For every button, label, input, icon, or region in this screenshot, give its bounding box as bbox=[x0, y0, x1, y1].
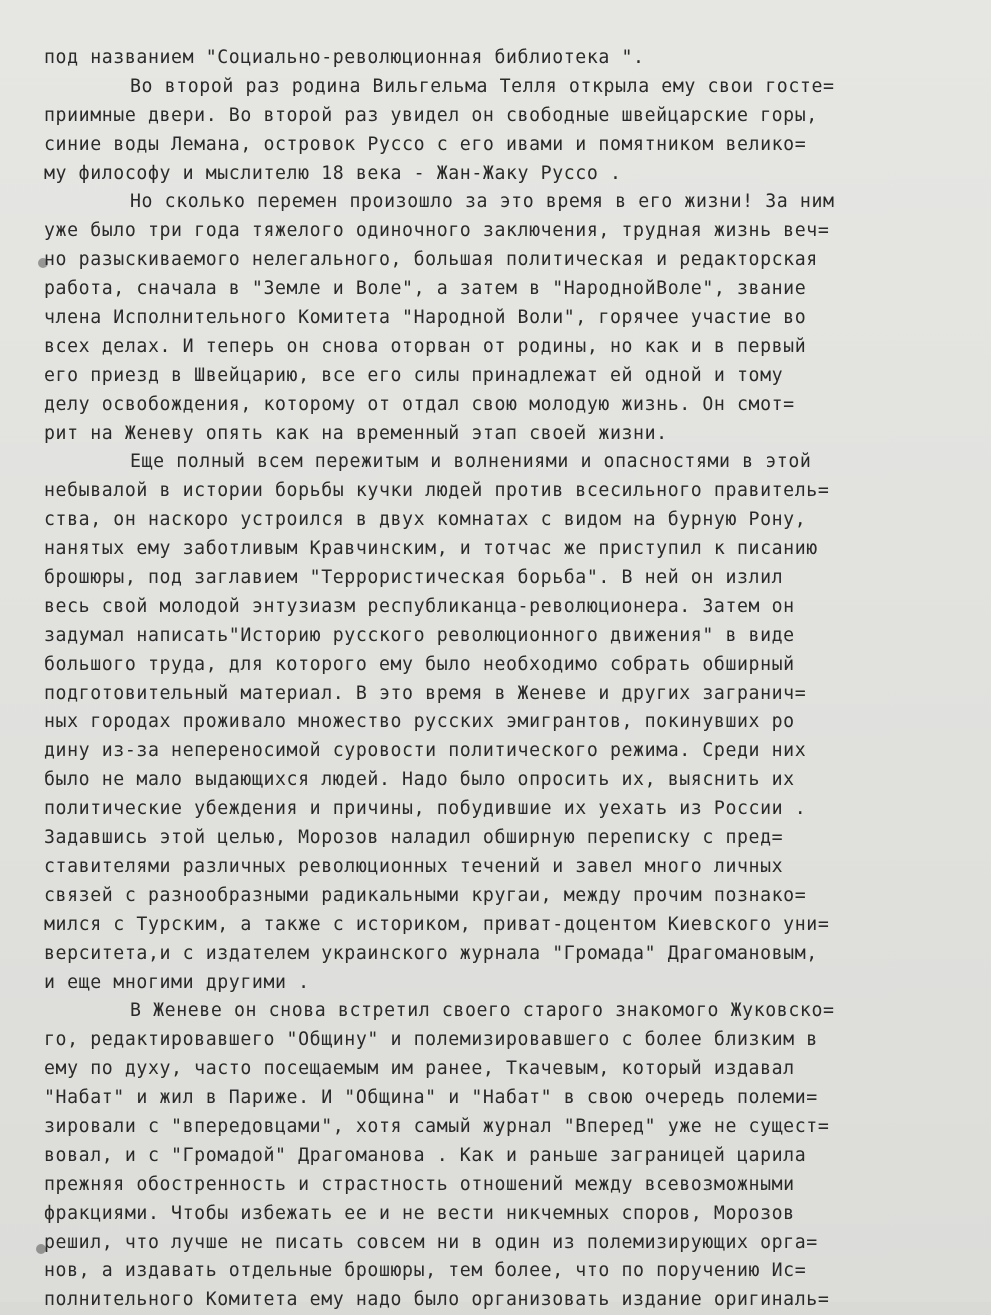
text-line: дину из-за непереносимой суровости политического режима. Среди них bbox=[44, 740, 807, 762]
text-line: зировали с "впередовцами", хотя самый журнал "Вперед" уже не сущест= bbox=[44, 1115, 830, 1137]
text-line: синие воды Лемана, островок Руссо с его ивами и помятником велико= bbox=[44, 133, 807, 155]
text-line: весь свой молодой энтузиазм республиканца-революционера. Затем он bbox=[44, 595, 795, 617]
text-line: члена Исполнительного Комитета "Народной Воли", горячее участие во bbox=[44, 307, 807, 329]
text-line: ставителями различных революционных течений и завел много личных bbox=[44, 855, 784, 877]
text-line: Задавшись этой целью, Морозов наладил обширную переписку с пред= bbox=[44, 827, 784, 849]
text-line: работа, сначала в "Земле и Воле", а затем в "НароднойВоле", звание bbox=[44, 278, 807, 300]
text-line: вовал, и с "Громадой" Драгоманова . Как и раньше заграницей царила bbox=[44, 1144, 807, 1166]
text-line: фракциями. Чтобы избежать ее и не вести никчемных споров, Морозов bbox=[44, 1202, 795, 1224]
text-line: Еще полный всем пережитым и волнениями и опасностями в этой bbox=[130, 451, 812, 473]
text-line: мился с Турским, а также с историком, приват-доцентом Киевского уни= bbox=[44, 913, 830, 935]
text-line: рит на Женеву опять как на временный этап своей жизни. bbox=[44, 422, 668, 444]
text-line: ных городах проживало множество русских эмигрантов, покинувших ро bbox=[44, 711, 795, 733]
text-line: всех делах. И теперь он снова оторван от родины, но как и в первый bbox=[44, 335, 807, 357]
text-line: уже было три года тяжелого одиночного заключения, трудная жизнь веч= bbox=[44, 220, 830, 242]
text-line: "Набат" и жил в Париже. И "Община" и "Набат" в свою очередь полеми= bbox=[44, 1087, 818, 1109]
text-line: под названием "Социально-революционная библиотека ". bbox=[44, 47, 645, 68]
text-line: задумал написать"Историю русского революционного движения" в виде bbox=[44, 624, 795, 646]
text-line: полнительного Комитета ему надо было организовать издание оригиналь= bbox=[44, 1289, 830, 1311]
text-line: брошюры, под заглавием "Террористическая борьба". В ней он излил bbox=[44, 567, 784, 589]
text-line: ства, он наскоро устроился в двух комнатах с видом на бурную Рону, bbox=[44, 509, 807, 531]
text-line: Во второй раз родина Вильгельма Телля открыла ему свои госте= bbox=[130, 75, 835, 97]
text-line: но разыскиваемого нелегального, большая политическая и редакторская bbox=[44, 249, 818, 271]
text-line: му философу и мыслителю 18 века - Жан-Жаку Руссо . bbox=[44, 162, 622, 184]
text-line: приимные двери. Во второй раз увидел он свободные швейцарские горы, bbox=[44, 104, 818, 126]
text-line: делу освобождения, которому от отдал свою молодую жизнь. Он смот= bbox=[44, 393, 795, 415]
text-line: прежняя обостренность и страстность отношений между всевозможными bbox=[44, 1173, 795, 1195]
text-line: и еще многими другими . bbox=[44, 971, 310, 993]
text-line: небывалой в истории борьбы кучки людей против всесильного правитель= bbox=[44, 480, 830, 502]
text-line: его приезд в Швейцарию, все его силы принадлежат ей одной и тому bbox=[44, 364, 784, 386]
text-line: решил, что лучше не писать совсем ни в один из полемизирующих орга= bbox=[44, 1231, 818, 1253]
text-line: подготовительный материал. В это время в Женеве и других загранич= bbox=[44, 682, 807, 704]
text-line: В Женеве он снова встретил своего старого знакомого Жуковско= bbox=[130, 1000, 835, 1022]
text-line: было не мало выдающихся людей. Надо было опросить их, выяснить их bbox=[44, 769, 795, 791]
text-line: го, редактировавшего "Общину" и полемизировавшего с более близким в bbox=[44, 1029, 818, 1051]
typed-text-body bbox=[44, 44, 944, 1315]
text-line: нанятых ему заботливым Кравчинским, и тотчас же приступил к писанию bbox=[44, 538, 818, 560]
text-line: нов, а издавать отдельные брошюры, тем более, что по поручению Ис= bbox=[44, 1260, 807, 1282]
text-line: верситета,и с издателем украинского журнала "Громада" Драгомановым, bbox=[44, 942, 818, 964]
text-line: политические убеждения и причины, побудившие их уехать из России . bbox=[44, 798, 807, 820]
text-line: большого труда, для которого ему было необходимо собрать обширный bbox=[44, 653, 795, 675]
text-line: ему по духу, часто посещаемым им ранее, Ткачевым, который издавал bbox=[44, 1058, 795, 1080]
text-line: связей с разнообразными радикальными кругаи, между прочим познако= bbox=[44, 884, 807, 906]
text-line: Но сколько перемен произошло за это время в его жизни! За ним bbox=[130, 191, 835, 213]
